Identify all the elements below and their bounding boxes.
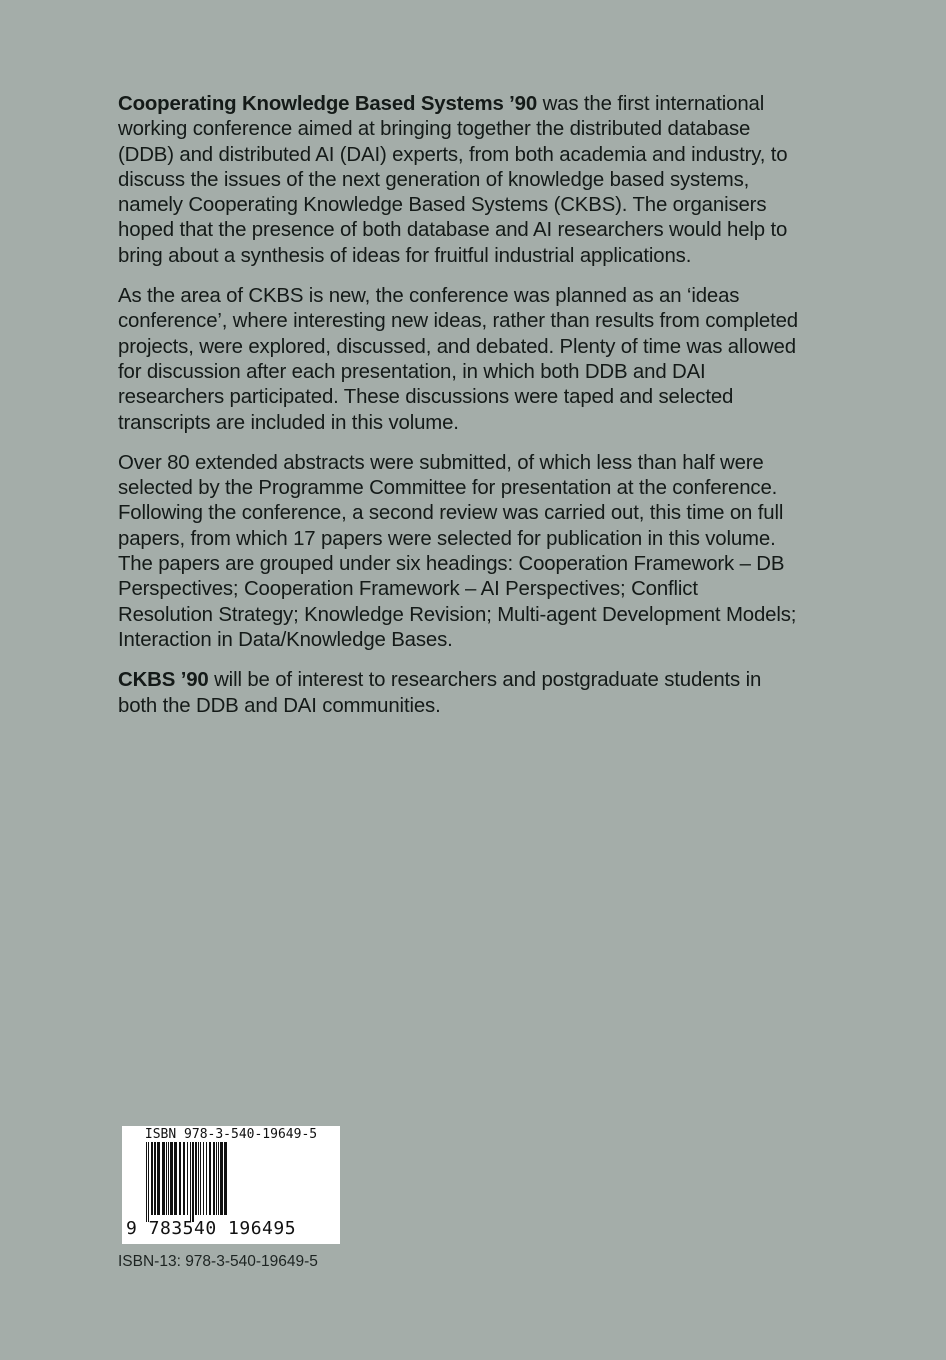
barcode-bar bbox=[170, 1142, 173, 1215]
paragraph-format: As the area of CKBS is new, the conference was planned as an ‘ideas conference’, where interesting new ideas, rather than results from completed projects, were explored, discussed, and debated. Plenty of time was allowed for discussion after each presentation, in which both DDB and DAI researchers participated. These discussions were taped and selected transcripts are included in this volume. bbox=[118, 285, 798, 434]
barcode-bar bbox=[157, 1142, 160, 1215]
paragraph-review: Over 80 extended abstracts were submitted, of which less than half were selected by the Programme Committee for presentation at the conference. Following the conference, a second review was carried out, this time on full papers, from which 17 papers were selected for publication in this volume. The papers are grouped under six headings: Cooperation Framework – DB Perspectives; Cooperation Framework – AI Perspectives; Conflict Resolution Strategy; Knowledge Revision; Multi-agent Development Models; Interaction in Data/Knowledge Bases. bbox=[118, 451, 797, 651]
barcode-bar bbox=[151, 1142, 153, 1215]
isbn-barcode bbox=[122, 1126, 340, 1244]
barcode-bar bbox=[166, 1142, 167, 1215]
paragraph-intro bbox=[118, 92, 798, 269]
barcode-bar bbox=[213, 1142, 215, 1215]
barcode-bar bbox=[162, 1142, 165, 1215]
barcode-bar bbox=[220, 1142, 223, 1215]
barcode-bar bbox=[206, 1142, 207, 1215]
barcode-bar bbox=[179, 1142, 181, 1215]
barcode-bar bbox=[195, 1142, 197, 1215]
barcode-bar bbox=[224, 1142, 227, 1215]
barcode-bar bbox=[192, 1142, 194, 1222]
barcode-bar bbox=[146, 1142, 147, 1222]
paragraph-audience bbox=[118, 668, 798, 719]
barcode-bar bbox=[198, 1142, 199, 1215]
barcode-bar bbox=[209, 1142, 211, 1215]
barcode-bar bbox=[154, 1142, 156, 1215]
barcode-bar bbox=[218, 1142, 219, 1215]
barcode-bar bbox=[190, 1142, 191, 1222]
barcode-bar bbox=[200, 1142, 201, 1215]
barcode-bar bbox=[216, 1142, 217, 1215]
barcode-bar bbox=[187, 1142, 188, 1215]
barcode-bar bbox=[168, 1142, 169, 1215]
isbn-13-label: ISBN-13: 978-3-540-19649-5 bbox=[118, 1253, 318, 1270]
intro-text: was the first international working conference aimed at bringing together the distributed database (DDB) and distributed AI (DAI) experts, from both academia and industry, to discuss the issues of the next generation of knowledge based systems, namely Cooperating Knowledge Based Systems (CKBS). The organisers hoped that the presence of both database and AI researchers would help to bring about a synthesis of ideas for fruitful industrial applications. bbox=[118, 93, 788, 267]
barcode-bar bbox=[174, 1142, 177, 1215]
barcode-bar bbox=[183, 1142, 185, 1215]
barcode-digits: 9 783540 196495 bbox=[126, 1218, 297, 1239]
audience-text: will be of interest to researchers and postgraduate students in both the DDB and DAI communities. bbox=[118, 669, 762, 717]
barcode-isbn-text: ISBN 978-3-540-19649-5 bbox=[144, 1127, 318, 1142]
barcode-bar bbox=[203, 1142, 204, 1215]
conference-title: Cooperating Knowledge Based Systems ’90 bbox=[118, 93, 538, 115]
short-title: CKBS ’90 bbox=[118, 669, 209, 692]
cover-blurb bbox=[118, 92, 798, 734]
barcode-bar bbox=[148, 1142, 149, 1222]
